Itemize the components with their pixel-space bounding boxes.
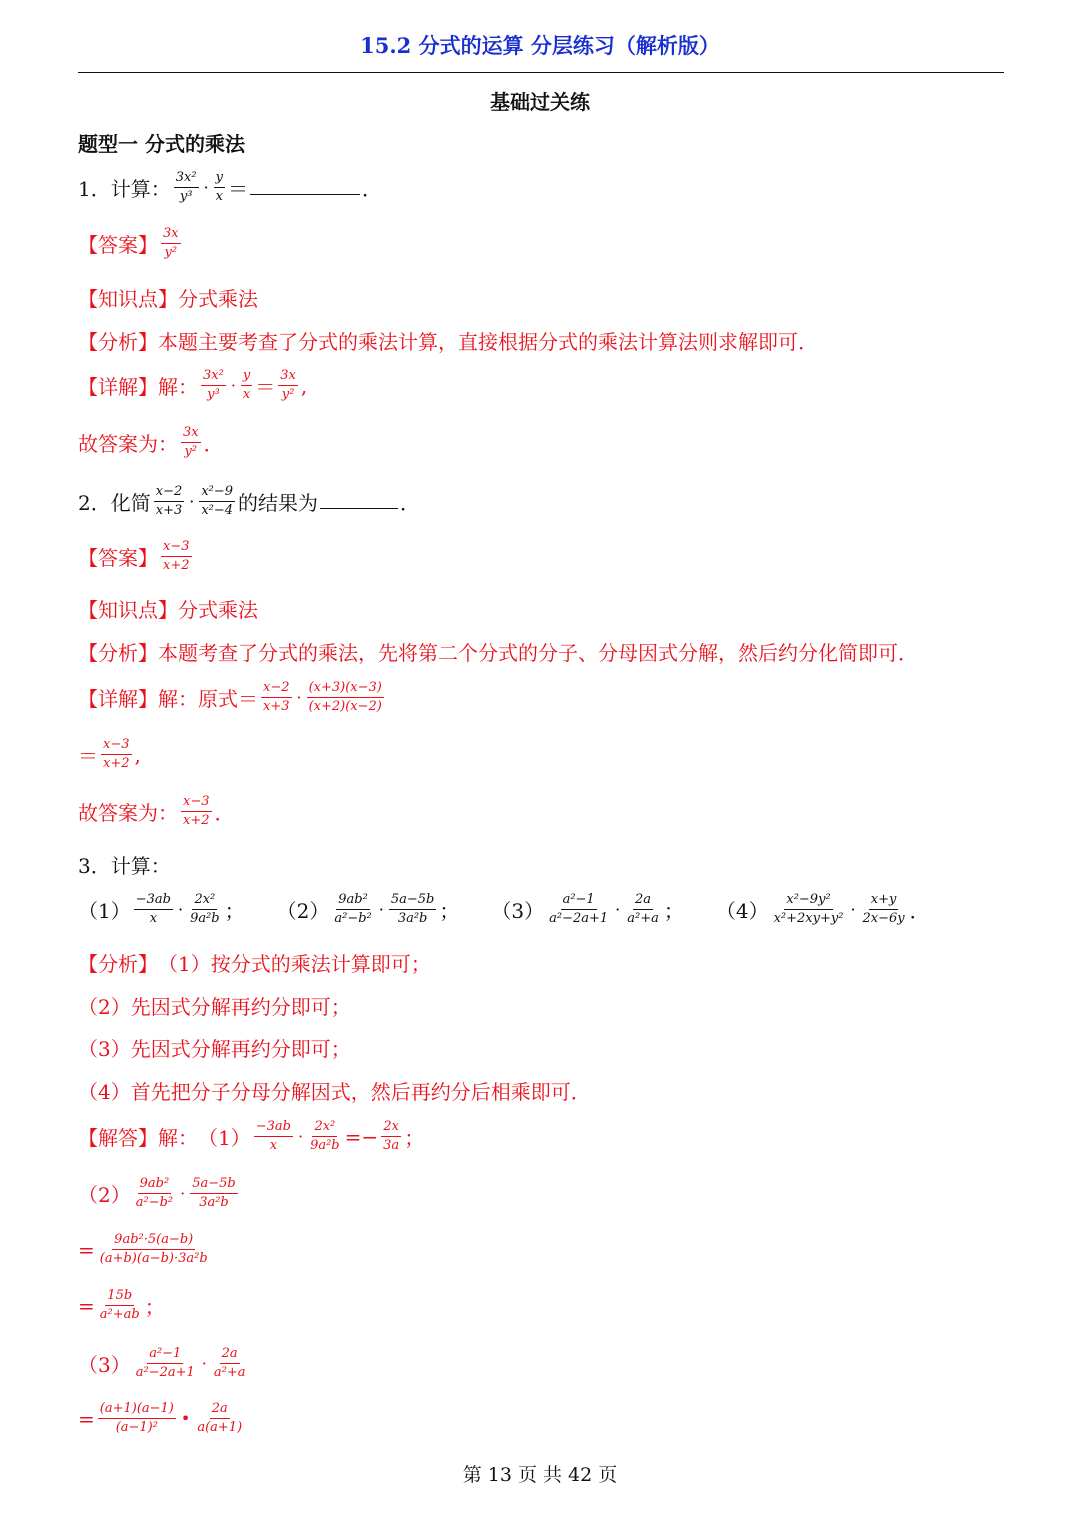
q2-answer-denominator: x+2 [163,558,190,574]
sol1-result-denominator: 3a [383,1138,400,1154]
question-3-subparts [78,892,930,928]
multiply-dot: · [201,1354,207,1374]
q1-answer-denominator: y² [164,245,178,261]
semicolon: ； [144,1295,165,1320]
sol3-step1-frac1-denominator: (a−1)² [115,1420,158,1436]
q1-detail-frac1-denominator: y³ [207,387,220,403]
q2-answer [78,539,195,575]
q2-step [78,737,141,773]
sol2-frac1-denominator: a²−b² [135,1195,174,1211]
q1-conclusion-denominator: y² [184,444,198,460]
answer-label: 【答案】 [78,546,158,571]
sol3-frac1-numerator: a²−1 [147,1346,183,1364]
q1-detail-frac1-numerator: 3x² [201,368,226,386]
multiply-dot: · [378,900,384,920]
sol1-result-numerator: 2x [381,1119,401,1137]
sol2-step2-numerator: 15b [105,1288,134,1306]
q2-detail-frac1-denominator: x+3 [263,699,290,715]
end-period: ． [203,432,224,457]
detail-prefix: 解： [158,375,198,400]
sol2-frac2-denominator: 3a²b [199,1195,229,1211]
subpart-3-label: （3） [491,899,545,924]
q1-detail [78,368,307,404]
multiply-dot: · [177,900,184,920]
solution-prefix: 解： [158,1126,198,1151]
question-1 [78,170,382,206]
equals-minus: =− [344,1124,379,1149]
detail-prefix: 解：原式＝ [158,687,258,712]
equals-sign: = [78,1237,95,1262]
question-2-tail: 的结果为 [238,491,319,516]
s3-frac1-denominator: a²−2a+1 [549,911,609,927]
q1-detail-frac2-numerator: y [241,368,252,386]
q3-solution-3-step1 [78,1401,247,1437]
equals-sign: = [78,1293,95,1318]
answer-label: 【答案】 [78,233,158,258]
sol2-step1-denominator: (a+b)(a−b)·3a²b [99,1251,208,1267]
q3-solution-2 [78,1176,241,1212]
section-title: 基础过关练 [490,90,590,114]
sol2-frac1-numerator: 9ab² [138,1176,172,1194]
sol3-step1-frac2-numerator: 2a [210,1401,230,1419]
subpart-3-label: （3） [78,1353,131,1378]
subpart-2 [277,892,460,928]
s3-frac1-numerator: a²−1 [561,892,597,910]
sol3-frac2-numerator: 2a [220,1346,240,1364]
semicolon: ； [439,899,460,924]
q1-answer [78,226,184,262]
multiply-dot: · [850,900,856,920]
q1-detail-result-numerator: 3x [278,368,298,386]
q2-detail-frac1-numerator: x−2 [261,680,292,698]
analysis-text-3: （3）先因式分解再约分即可； [78,1037,351,1061]
sol3-step1-frac2-denominator: a(a+1) [197,1420,243,1436]
s4-frac2-numerator: x+y [869,892,899,910]
s1-frac1-denominator: x [149,911,158,927]
s2-frac1-denominator: a²−b² [334,911,372,927]
question-2-prompt: 2．化简 [78,491,151,516]
sol3-frac1-denominator: a²−2a+1 [135,1365,195,1381]
comma: , [134,742,141,767]
q2-knowledge-point [78,594,258,623]
analysis-label: 【分析】 [78,641,158,665]
end-period: ． [909,899,930,924]
q2-step-numerator: x−3 [101,737,132,755]
semicolon: ； [224,899,245,924]
subpart-4 [716,892,930,928]
multiply-dot: · [297,1127,304,1147]
q2-frac1-denominator: x+3 [155,503,183,519]
q3-solution-2-step2 [78,1288,165,1324]
s4-frac2-denominator: 2x−6y [862,911,905,927]
semicolon: ； [663,899,684,924]
s3-frac2-denominator: a²+a [627,911,659,927]
s1-frac2-numerator: 2x² [192,892,217,910]
q1-conclusion-numerator: 3x [181,425,201,443]
end-period: ． [214,801,235,826]
s2-frac2-numerator: 5a−5b [389,892,437,910]
sol1-frac2-denominator: 9a²b [310,1138,340,1154]
detail-label: 【详解】 [78,375,158,400]
q3-solution-1 [78,1119,424,1155]
analysis-text: 本题考查了分式的乘法，先将第二个分式的分子、分母因式分解，然后约分化简即可． [158,641,918,665]
q1-frac1-denominator: y³ [179,189,193,205]
knowledge-point-text: 分式乘法 [178,287,258,311]
sol1-frac1-numerator: −3ab [254,1119,293,1137]
subpart-4-label: （4） [715,899,769,924]
q1-frac2-denominator: x [215,189,223,205]
answer-blank [320,494,398,509]
s2-frac1-numerator: 9ab² [336,892,370,910]
q2-detail [78,680,387,716]
equals-sign: ＝ [255,375,276,400]
s2-frac2-denominator: 3a²b [397,911,428,927]
sol3-step1-frac1-numerator: (a+1)(a−1) [98,1401,176,1419]
page-header-title: 15.2 分式的运算 分层练习（解析版） [360,33,720,58]
analysis-text-1: （1）按分式的乘法计算即可； [158,952,431,976]
subpart-1-label: （1） [78,899,131,924]
q2-conclusion [78,794,235,830]
q2-answer-numerator: x−3 [161,539,192,557]
sol1-frac1-denominator: x [269,1138,278,1154]
q1-knowledge-point [78,283,258,312]
answer-blank [250,180,360,195]
multiply-dot: · [180,1184,186,1204]
q1-detail-result-denominator: y² [281,387,295,403]
sol2-step2-denominator: a²+ab [99,1307,140,1323]
comma: , [300,373,308,398]
page-footer: 第 13 页 共 42 页 [462,1464,618,1486]
analysis-text-2: （2）先因式分解再约分即可； [78,995,351,1019]
multiply-dot: • [180,1409,191,1429]
sol1-frac2-numerator: 2x² [312,1119,337,1137]
q2-frac1-numerator: x−2 [154,484,185,502]
s4-frac1-denominator: x²+2xy+y² [773,911,844,927]
sol3-frac2-denominator: a²+a [213,1365,246,1381]
knowledge-point-label: 【知识点】 [78,598,178,622]
subpart-2-label: （2） [78,1183,131,1208]
q1-detail-frac2-denominator: x [242,387,251,403]
q3-analysis-1 [78,948,431,977]
question-1-prompt: 1．计算： [78,177,171,202]
q3-solution-3 [78,1346,250,1382]
sol2-step1-numerator: 9ab²·5(a−b) [112,1232,195,1250]
multiply-dot: · [296,688,302,708]
q2-conclusion-denominator: x+2 [183,813,210,829]
end-period: ． [400,491,421,516]
knowledge-point-text: 分式乘法 [178,598,258,622]
subpart-1 [78,892,245,928]
header-divider [78,72,1004,73]
solution-label: 【解答】 [78,1126,158,1151]
semicolon: ； [404,1126,425,1151]
analysis-text: 本题主要考查了分式的乘法计算，直接根据分式的乘法计算法则求解即可． [158,330,818,354]
detail-label: 【详解】 [78,687,158,712]
s1-frac1-numerator: −3ab [134,892,173,910]
q2-detail-frac2-denominator: (x+2)(x−2) [308,699,382,715]
multiply-dot: · [230,376,236,396]
knowledge-point-label: 【知识点】 [78,287,178,311]
conclusion-text: 故答案为： [78,801,178,826]
multiply-dot: · [615,900,621,920]
q3-solution-2-step1 [78,1232,213,1268]
question-2 [78,484,420,520]
q1-frac2-numerator: y [214,170,225,188]
end-period: ． [362,177,383,202]
q2-frac2-numerator: x²−9 [199,484,235,502]
q2-detail-frac2-numerator: (x+3)(x−3) [307,680,384,698]
s1-frac2-denominator: 9a²b [190,911,220,927]
s4-frac1-numerator: x²−9y² [784,892,832,910]
subpart-3 [491,892,683,928]
q2-conclusion-numerator: x−3 [181,794,212,812]
q1-conclusion [78,425,224,461]
q1-frac1-numerator: 3x² [174,170,199,188]
subpart-1-label: （1） [198,1126,251,1151]
equals-sign: ＝ [228,177,249,202]
analysis-label: 【分析】 [78,952,158,976]
q2-analysis [78,637,918,666]
q2-frac2-denominator: x²−4 [201,503,234,519]
multiply-dot: · [189,492,195,512]
analysis-text-4: （4）首先把分子分母分解因式，然后再约分后相乘即可． [78,1080,591,1104]
sol2-frac2-numerator: 5a−5b [190,1176,238,1194]
s3-frac2-numerator: 2a [633,892,653,910]
equals-sign: ＝ [78,744,98,769]
analysis-label: 【分析】 [78,330,158,354]
q1-analysis [78,326,818,355]
conclusion-text: 故答案为： [78,432,178,457]
q1-answer-numerator: 3x [161,226,181,244]
q2-step-denominator: x+2 [103,756,130,772]
question-3-prompt: 3．计算： [78,854,171,878]
subpart-2-label: （2） [276,899,330,924]
multiply-dot: · [203,178,209,198]
question-type-title: 题型一 分式的乘法 [78,132,245,156]
equals-sign: = [78,1406,95,1431]
